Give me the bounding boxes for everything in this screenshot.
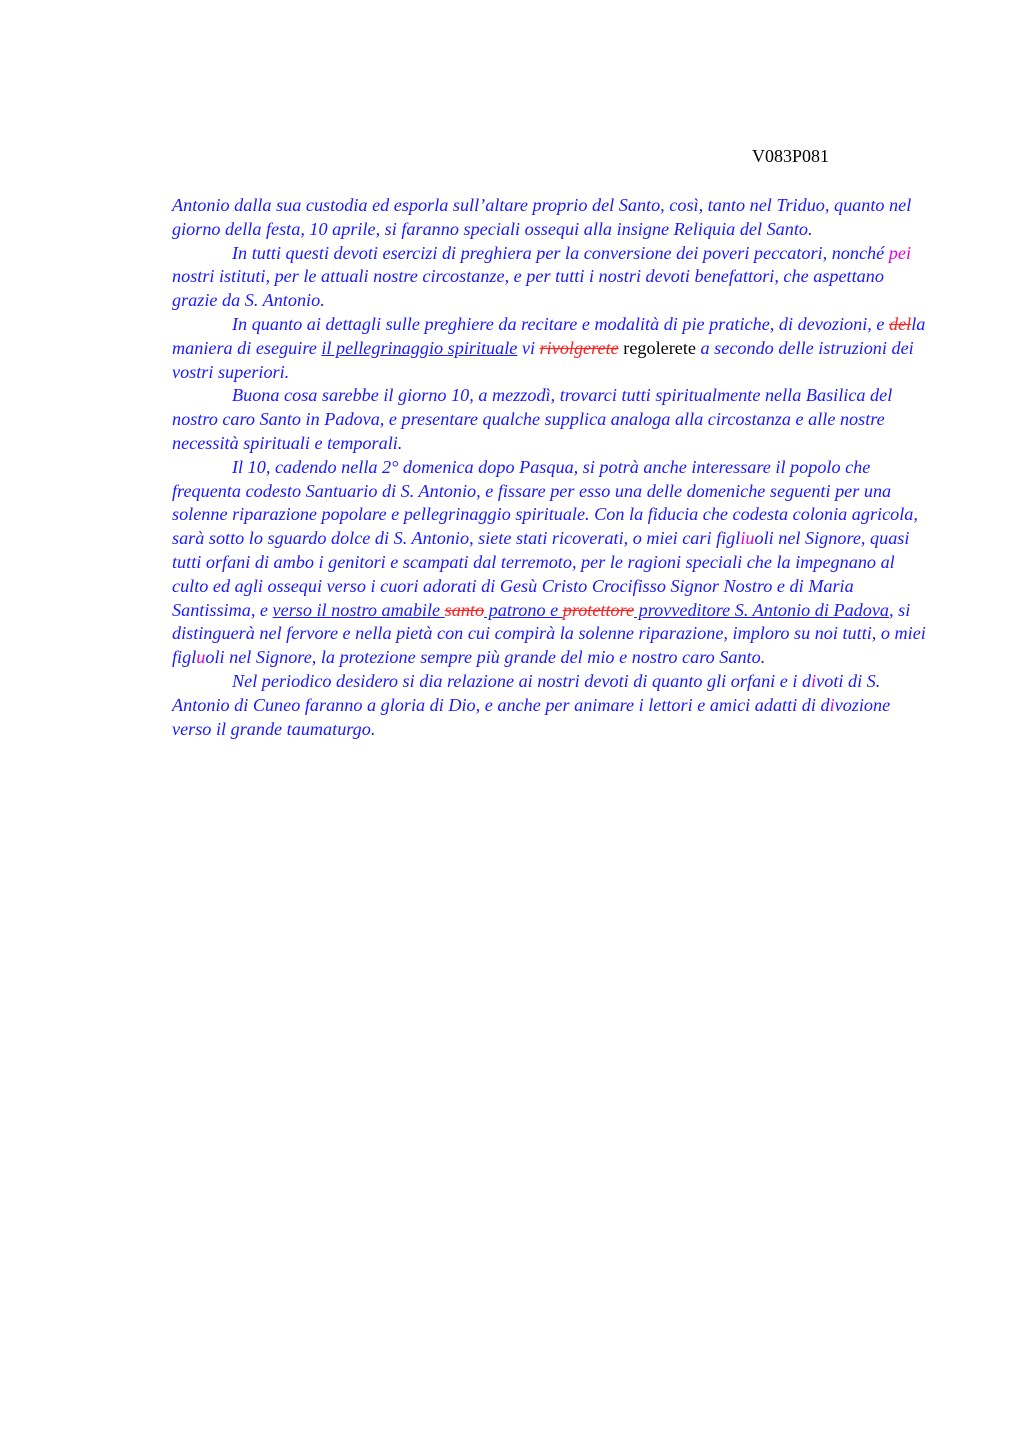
paragraph-6 bbox=[172, 670, 928, 741]
paragraph-5-text: oli nel Signore, la protezione sempre più grande del mio e nostro caro Santo. bbox=[205, 647, 766, 668]
paragraph-3-text: In quanto ai dettagli sulle preghiere da recitare e modalità di pie pratiche, di devozioni, e bbox=[232, 313, 889, 334]
deleted-text: del bbox=[889, 313, 912, 334]
deleted-text: rivolgerete bbox=[539, 337, 619, 358]
paragraph-5 bbox=[172, 456, 928, 670]
underlined-text: il pellegrinaggio spirituale bbox=[321, 337, 518, 358]
paragraph-6-text: vozione verso il grande taumaturgo. bbox=[172, 694, 891, 739]
paragraph-6-text: Nel periodico desidero si dia relazione ai nostri devoti di quanto gli orfani e i d bbox=[232, 670, 812, 691]
paragraph-4-text: Buona cosa sarebbe il giorno 10, a mezzodì, trovarci tutti spiritualmente nella Basilica del nostro caro Santo in Padova, e presentare qualche supplica analoga alla circostanza e alle nostre necessità spirituali e temporali. bbox=[172, 385, 893, 453]
underlined-text: provveditore S. Antonio di Padova bbox=[634, 599, 890, 620]
paragraph-4 bbox=[172, 384, 928, 455]
paragraph-5-text: Il 10, cadendo nella 2° domenica dopo Pasqua, si potrà anche interessare il popolo che frequenta codesto Santuario di S. Antonio, e fissare per esso una delle domeniche seguenti per una solenne riparazione popolare e pellegrinaggio spirituale. Con la fiducia che codesta colonia agricola, sarà sotto lo sguardo dolce di S. Antonio, siete stati ricoverati, o miei cari figl bbox=[172, 456, 918, 549]
inserted-word: pei bbox=[888, 242, 912, 263]
page-identifier: V083P081 bbox=[752, 146, 830, 166]
paragraph-2 bbox=[172, 242, 928, 313]
inserted-letters: u bbox=[196, 647, 206, 668]
paragraph-1-text: Antonio dalla sua custodia ed esporla sull’altare proprio del Santo, così, tanto nel Triduo, quanto nel giorno della festa, 10 aprile, si faranno speciali ossequi alla insigne Reliquia del Santo. bbox=[172, 195, 912, 239]
paragraph-1 bbox=[172, 194, 928, 242]
paragraph-3 bbox=[172, 313, 928, 384]
deleted-text: protettore bbox=[562, 599, 635, 620]
paragraph-3-text: la maniera di eseguire bbox=[172, 313, 926, 358]
deleted-text: santo bbox=[444, 599, 485, 620]
inserted-letters: i bbox=[811, 670, 817, 691]
paragraph-2-text: nostri istituti, per le attuali nostre circostanze, e per tutti i nostri devoti benefattori, che aspettano grazie da S. Antonio. bbox=[172, 266, 884, 311]
paragraph-3-text: vi bbox=[517, 337, 540, 358]
underlined-text: verso il nostro amabile bbox=[272, 599, 445, 620]
paragraph-5-text: , si distinguerà nel fervore e nella pietà con cui compirà la solenne riparazione, imploro su noi tutti, o miei figl bbox=[172, 599, 926, 668]
underlined-text: patrono e bbox=[484, 599, 563, 620]
plain-inserted-word: regolerete bbox=[623, 337, 696, 358]
inserted-letters: i bbox=[829, 694, 835, 715]
paragraph-2-text: In tutti questi devoti esercizi di preghiera per la conversione dei poveri peccatori, nonché bbox=[232, 242, 889, 263]
document-body bbox=[172, 194, 928, 741]
paragraph-3-text: a secondo delle istruzioni dei vostri superiori. bbox=[172, 337, 914, 382]
paragraph-6-text: voti di S. Antonio di Cuneo faranno a gloria di Dio, e anche per animare i lettori e amici adatti di d bbox=[172, 670, 881, 715]
paragraph-5-text: oli nel Signore, quasi tutti orfani di ambo i genitori e scampati dal terremoto, per le ragioni speciali che la impegnano al culto ed agli ossequi verso i cuori adorati di Gesù Cristo Crocifisso Signor Nostro e di Maria Santissima, e bbox=[172, 528, 910, 620]
inserted-letters: iu bbox=[740, 528, 755, 549]
